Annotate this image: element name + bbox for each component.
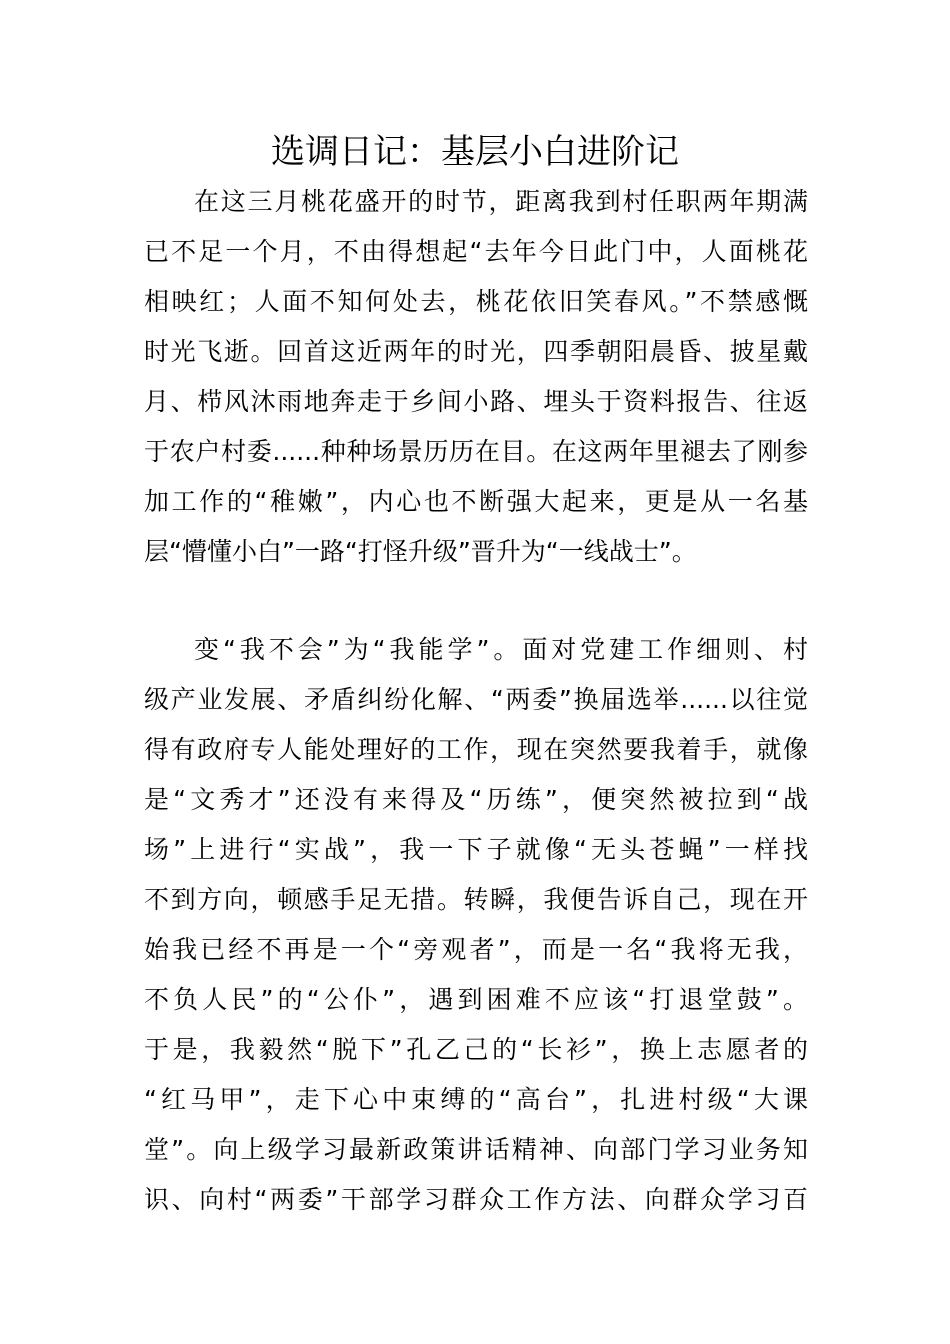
paragraph-1-line-3: 相映红；人面不知何处去，桃花依旧笑春风。”不禁感慨 [144, 287, 808, 316]
paragraph-2-line-8: 不负人民”的“公仆”，遇到困难不应该“打退堂鼓”。 [144, 985, 808, 1014]
paragraph-1-line-2: 已不足一个月，不由得想起“去年今日此门中，人面桃花 [144, 237, 808, 266]
paragraph-2-line-9: 于是，我毅然“脱下”孔乙己的“长衫”，换上志愿者的 [144, 1035, 808, 1064]
paragraph-2-line-12: 识、向村“两委”干部学习群众工作方法、向群众学习百 [144, 1185, 808, 1214]
paragraph-1-line-5: 月、栉风沐雨地奔走于乡间小路、埋头于资料报告、往返 [144, 387, 808, 416]
paragraph-1-line-4: 时光飞逝。回首这近两年的时光，四季朝阳晨昏、披星戴 [144, 337, 808, 366]
paragraph-2-line-11: 堂”。向上级学习最新政策讲话精神、向部门学习业务知 [144, 1135, 808, 1164]
paragraph-2-line-6: 不到方向，顿感手足无措。转瞬，我便告诉自己，现在开 [144, 885, 808, 914]
paragraph-2-line-5: 场”上进行“实战”，我一下子就像“无头苍蝇”一样找 [144, 835, 808, 864]
paragraph-2-line-3: 得有政府专人能处理好的工作，现在突然要我着手，就像 [144, 735, 808, 764]
paragraph-2-line-1: 变“我不会”为“我能学”。面对党建工作细则、村 [194, 635, 808, 664]
paragraph-1-line-7: 加工作的“稚嫩”，内心也不断强大起来，更是从一名基 [144, 487, 808, 516]
paragraph-1-line-1: 在这三月桃花盛开的时节，距离我到村任职两年期满 [194, 187, 808, 216]
paragraph-1-line-6: 于农户村委......种种场景历历在目。在这两年里褪去了刚参 [144, 437, 808, 466]
paragraph-2-line-10: “红马甲”，走下心中束缚的“高台”，扎进村级“大课 [144, 1085, 808, 1114]
document-title: 选调日记：基层小白进阶记 [271, 132, 679, 172]
paragraph-1-line-8: 层“懵懂小白”一路“打怪升级”晋升为“一线战士”。 [144, 537, 697, 566]
paragraph-2-line-2: 级产业发展、矛盾纠纷化解、“两委”换届选举......以往觉 [144, 685, 808, 714]
paragraph-2-line-4: 是“文秀才”还没有来得及“历练”，便突然被拉到“战 [144, 785, 808, 814]
paragraph-2-line-7: 始我已经不再是一个“旁观者”，而是一名“我将无我， [144, 935, 808, 964]
